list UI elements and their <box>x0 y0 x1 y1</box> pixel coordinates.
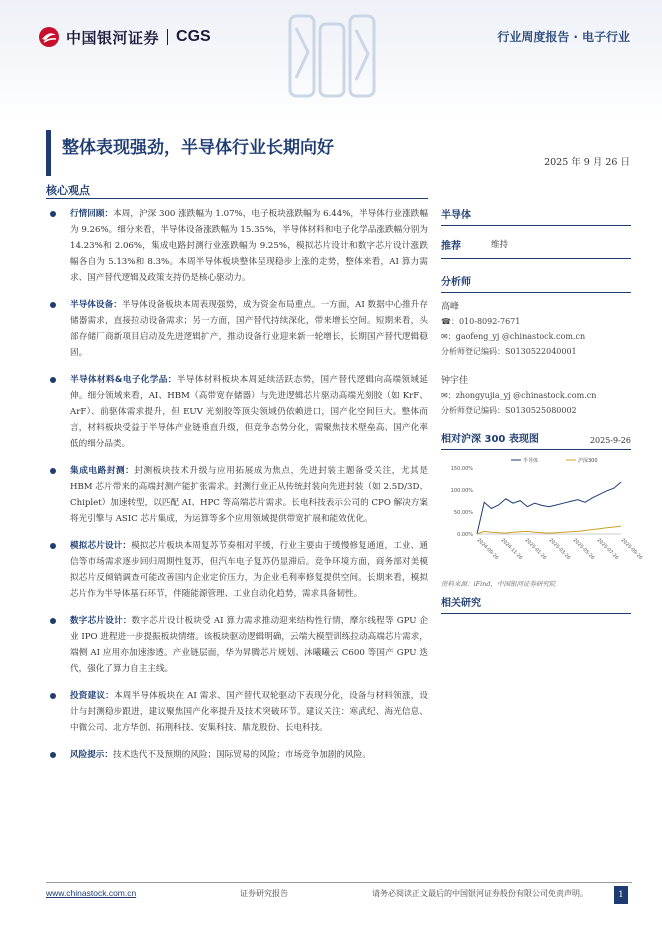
analyst-email[interactable]: ✉：gaofeng_yj @chinastock.com.cn <box>441 332 586 341</box>
analyst-cert: 分析师登记编码：S0130525080002 <box>441 406 577 415</box>
logo-text-en: CGS <box>176 28 211 45</box>
point-head: 集成电路封测： <box>70 466 135 476</box>
analyst-email[interactable]: ✉：zhongyujia_yj @chinastock.com.cn <box>441 391 597 400</box>
cgs-logo-icon <box>38 26 60 48</box>
analyst-label: 分析师 <box>441 277 471 288</box>
x-tick-label: 2025-07-26 <box>595 537 619 562</box>
page-number: 1 <box>614 886 628 904</box>
logo-divider <box>167 29 168 45</box>
bullet-icon <box>50 377 56 383</box>
x-tick-label: 2024-09-26 <box>475 537 499 562</box>
legend-label: 半导体 <box>523 458 539 464</box>
point-text: 半导体设备板块本周表现强势，成为资金布局重点。一方面，AI 数据中心推升存储器需求，直接拉动设备需求；另一方面，国产替代持续深化，带来增长空间。短期来看，头部存储厂商新项目启动及先进逻辑扩产，推动设备行业迎来新一轮增长，长期国产替代逻辑稳固。 <box>70 300 428 358</box>
point-analog <box>46 538 428 602</box>
core-views-divider <box>46 198 428 199</box>
report-category <box>497 28 630 45</box>
performance-chart <box>441 450 643 575</box>
related-research-label: 相关研究 <box>441 598 481 609</box>
sidebar-divider <box>441 613 631 614</box>
point-text: 半导体材料板块本周延续活跃态势，国产替代逻辑向高端领域延伸。细分领域来看，AI、HBM（高带宽存储器）与先进逻辑芯片驱动高端光刻胶（如 KrF、ArF）、前驱体需求提升，但 EUV 光刻胶等顶尖领域仍依赖进口，国产化空间巨大。整体而言，材料板块受益于半导体产业链垂直升级，但竞争态势分化，需聚焦技术壁垒高、国产化率低的细分品类。 <box>70 375 428 449</box>
x-tick-label: 2025-03-26 <box>547 537 571 562</box>
point-text: 本周半导体板块在 AI 需求、国产替代双轮驱动下表现分化，设备与材料领涨，设计与封测稳步跟进，建议聚焦国产化率提升及技术突破环节。建议关注：寒武纪、海光信息、中微公司、北方华创、拓荆科技、安集科技、鼎龙股份、长电科技。 <box>70 691 428 733</box>
bullet-icon <box>50 211 56 217</box>
category-separator: · <box>573 30 578 44</box>
x-tick-label: 2024-11-26 <box>499 537 523 562</box>
page-header <box>0 0 662 120</box>
footer-divider <box>46 882 632 883</box>
performance-chart-svg <box>441 450 643 575</box>
point-text: 本周，沪深 300 涨跌幅为 1.07%，电子板块涨跌幅为 6.44%，半导体行业涨跌幅为 9.26%。细分来看，半导体设备涨跌幅为 15.35%，半导体材料和电子化学品涨跌幅分别为 14.23%和 2.06%，集成电路封测行业涨跌幅为 9.25%，模拟芯片设计和数字芯片设计涨跌幅各自为 5.13%和 8.3%。本周半导体板块整体呈现稳步上涨的走势，整体来看，AI 算力需求、国产替代逻辑及政策支持仍是核心驱动力。 <box>70 209 428 283</box>
sidebar-divider <box>441 258 631 259</box>
bullet-icon <box>50 752 56 758</box>
company-logo <box>38 26 211 48</box>
sidebar-divider <box>441 292 631 293</box>
x-tick-label: 2025-05-26 <box>571 537 595 562</box>
bullet-icon <box>50 543 56 549</box>
point-materials <box>46 372 428 452</box>
point-head: 模拟芯片设计： <box>70 541 132 551</box>
chart-source: 资料来源：iFind，中国银河证券研究院 <box>441 580 556 588</box>
bullet-icon <box>50 468 56 474</box>
chart-header <box>441 430 631 445</box>
point-equipment <box>46 297 428 361</box>
point-head: 风险提示： <box>70 750 113 760</box>
email-icon: ✉ <box>441 391 448 400</box>
email-icon: ✉ <box>441 332 448 341</box>
y-tick-label: 50.00% <box>453 510 473 516</box>
chart-date: 2025-9-26 <box>589 436 631 445</box>
y-tick-label: 0.00% <box>457 532 473 538</box>
legend-label: 沪深300 <box>578 458 598 464</box>
point-text: 技术迭代不及预期的风险；国际贸易的风险；市场竞争加剧的风险。 <box>112 750 371 760</box>
footer-disclaimer: 请务必阅读正文最后的中国银河证券股份有限公司免责声明。 <box>372 889 588 898</box>
point-investment <box>46 688 428 736</box>
logo-text-cn: 中国银河证券 <box>66 28 160 47</box>
core-views-list <box>46 206 428 774</box>
x-tick-label: 2025-09-26 <box>619 537 643 562</box>
bullet-icon <box>50 618 56 624</box>
analyst-name: 钟宇佳 <box>441 376 469 386</box>
sidebar-divider <box>441 225 631 226</box>
report-title: 整体表现强劲，半导体行业长期向好 <box>62 138 334 158</box>
point-text: 数字芯片设计板块受 AI 算力需求推动迎来结构性行情，摩尔线程等 GPU 企业 IPO 进程进一步提振板块情绪。该板块驱动逻辑明确，云端大模型训练拉动高端芯片需求，端侧 AI 应用亦加速渗透。产业链层面，华为昇腾芯片规划、沐曦曦云 C600 等国产 GPU 迭代，强化了算力自主主线。 <box>70 616 428 674</box>
point-text: 封测板块技术升级与应用拓展成为焦点，先进封装主题备受关注，尤其是 HBM 芯片带来的高端封测产能扩张需求。封测行业正从传统封装向先进封装（如 2.5D/3D、Chiplet）加速转型，以匹配 AI、HPC 等高端芯片需求。长电科技表示公司的 CPO 解决方案将光引擎与 ASIC 芯片集成，为运算等多个应用领域提供带宽扩展和能效优化。 <box>70 466 428 524</box>
analyst-cert: 分析师登记编码：S0130522040001 <box>441 347 577 356</box>
industry-label: 半导体 <box>441 210 471 221</box>
series-line-semiconductor <box>477 482 621 534</box>
point-risk <box>46 747 428 763</box>
point-digital <box>46 613 428 677</box>
bullet-icon <box>50 302 56 308</box>
point-head: 投资建议： <box>70 691 114 701</box>
y-tick-label: 100.00% <box>450 488 473 494</box>
header-decor-icon <box>250 8 410 108</box>
footer-report-label: 证券研究报告 <box>240 889 288 898</box>
bullet-icon <box>50 693 56 699</box>
point-text: 模拟芯片板块本周复苏节奏相对平缓，行业主要由于缓慢修复通道，工业、通信等市场需求逐步回归周期性复苏，但汽车电子复苏仍显滞后。竞争环境方面，商务部对美模拟芯片反倾销调查可能改善国内企业定价压力，为企业毛利率修复提供空间。长期来看，模拟芯片作为半导体基石环节，伴随能源管理、工业自动化趋势，需求具备韧性。 <box>70 541 428 599</box>
rating-label: 推荐 <box>441 240 461 252</box>
phone-icon: ☎ <box>441 317 451 326</box>
title-accent-bar <box>46 130 51 176</box>
industry-name: 电子行业 <box>581 30 630 44</box>
sidebar <box>441 206 643 614</box>
point-head: 半导体设备： <box>70 300 122 310</box>
point-head: 半导体材料&电子化学品： <box>70 375 177 385</box>
core-views-heading: 核心观点 <box>46 184 90 197</box>
analyst-name: 高峰 <box>441 302 460 312</box>
point-market-review <box>46 206 428 286</box>
series-line-csi300 <box>477 526 621 534</box>
report-date: 2025 年 9 月 26 日 <box>544 157 630 168</box>
point-head: 行情回顾： <box>70 209 114 219</box>
point-packaging <box>46 463 428 527</box>
rating-row <box>441 234 631 254</box>
y-tick-label: 150.00% <box>450 466 473 472</box>
footer-website-link[interactable]: www.chinastock.com.cn <box>46 888 137 898</box>
x-tick-label: 2025-01-26 <box>523 537 547 562</box>
analyst-phone: ☎：010-8092-7671 <box>441 317 521 326</box>
rating-value: 维持 <box>491 240 509 250</box>
point-head: 数字芯片设计： <box>70 616 132 626</box>
chart-title: 相对沪深 300 表现图 <box>441 434 539 445</box>
report-type: 行业周度报告 <box>497 30 570 44</box>
